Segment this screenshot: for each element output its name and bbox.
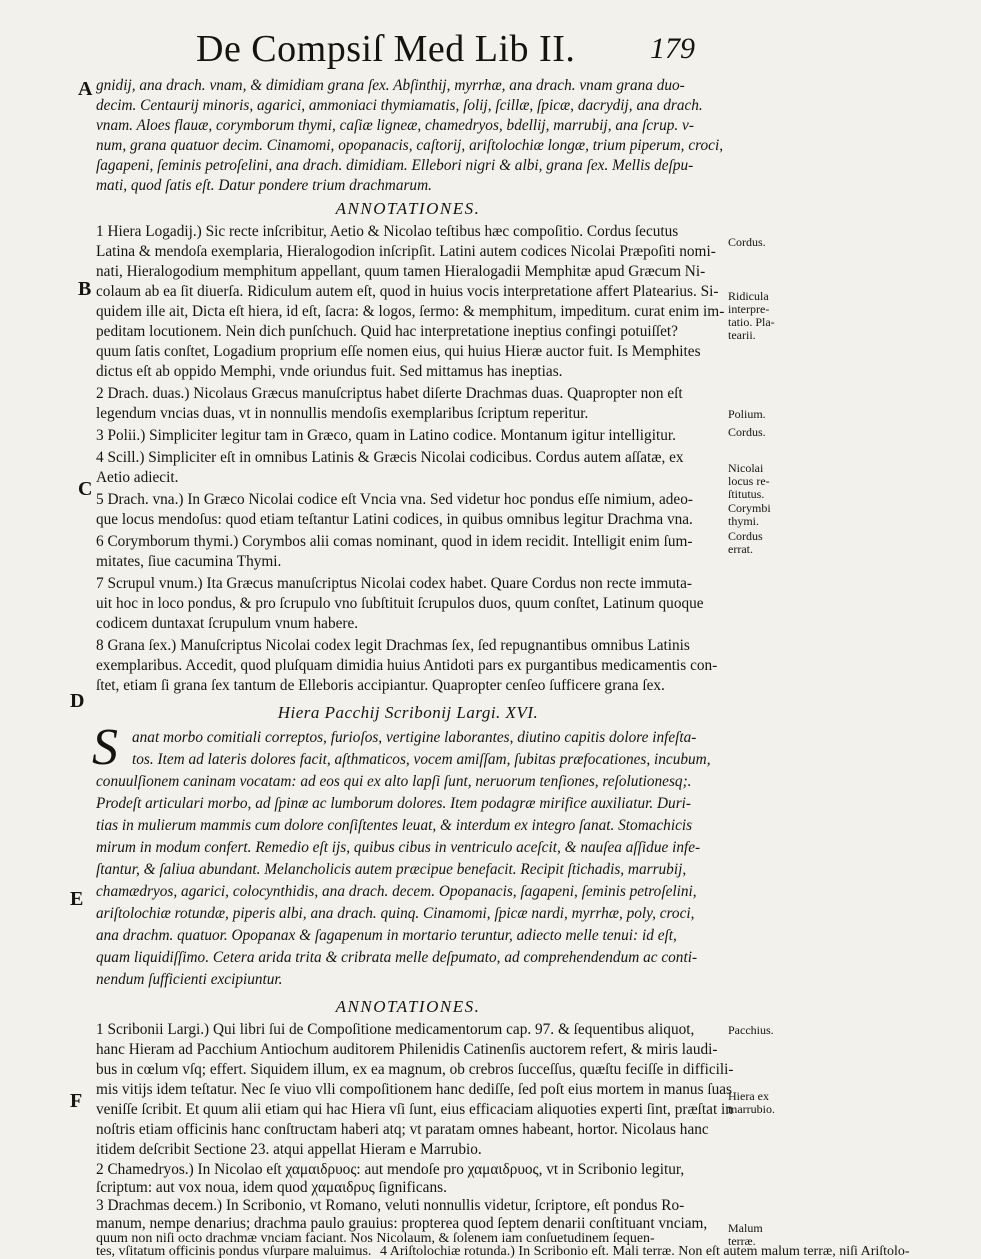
side-note: Ridicula interpre- tatio. Pla- tearii. <box>728 289 775 342</box>
annotation-line: quidem ille ait, Dicta eſt hiera, id eſt, ſacra: & logos, ſermo: & memphitum, impeditum. curat enim im- <box>96 303 725 320</box>
annotation-line: legendum vncias duas, vt in nonnullis mendoſis exemplaribus ſcriptum reperitur. <box>96 405 589 422</box>
annotation-line: exemplaribus. Accedit, quod pluſquam dimidia huius Antidoti pars ex purgantibus medicamentis con- <box>96 657 718 674</box>
annotation-line: 6 Corymborum thymi.) Corymbos alii comas nominant, quod in idem recidit. Intelligit enim ſum- <box>96 533 693 550</box>
annotation-line: peditam locutionem. Nein dich punſchuch. Quid hac interpretatione ineptius confingi potuiſſet? <box>96 323 678 340</box>
annotation-line: Latina & mendoſa exemplaria, Hieralogodion inſcripſit. Latini autem codices Nicolai Præpoſiti nomi- <box>96 243 716 260</box>
recipe-line: decim. Centaurij minoris, agarici, ammoniaci thymiamatis, ſolij, ſcillæ, ſpicæ, dacrydij, ana drach. <box>96 97 703 114</box>
annotation-line: 4 Scill.) Simpliciter eſt in omnibus Latinis & Græcis Nicolai codicibus. Cordus autem aſſatæ, ex <box>96 449 684 466</box>
drop-cap-letter: S <box>92 719 118 776</box>
annotation-line: 2 Drach. duas.) Nicolaus Græcus manuſcriptus habet diſerte Drachmas duas. Quapropter non eſt <box>96 385 683 402</box>
annotation-line: mis vitijs idem teſtatur. Nec ſe viuo vlli compoſitionem hanc dediſſe, ſed poſt eius mortem in manus ſuas <box>96 1081 732 1098</box>
annotation-line: manum, nempe denarius; drachma paulo grauius: propterea quod ſeptem denarii conſtituant vnciam, <box>96 1215 708 1232</box>
annotation-line: tes, vſitatum officinis pondus vſurpare maluimus. <box>96 1244 372 1259</box>
annotation-line: itidem deſcribit Sectione 23. atqui appellat Hieram e Marrubio. <box>96 1141 482 1158</box>
recipe-line: anat morbo comitiali correptos, furioſos, vertigine laborantes, diutino capitis dolore infeſta- <box>132 729 697 746</box>
recipe-line: conuulſionem caninam vocatam: ad eos qui ex alto lapſi ſunt, neruorum tenſiones, reſolutionesq;. <box>96 773 692 790</box>
annotation-line: que locus mendoſus: quod etiam teſtantur Latini codices, in quibus omnibus legitur Drachma vna. <box>96 511 693 528</box>
annotation-line: 1 Hiera Logadij.) Sic recte inſcribitur, Aetio & Nicolao teſtibus hæc compoſitio. Cordus ſecutus <box>96 223 679 240</box>
annotation-line: mitates, ſiue cacumina Thymi. <box>96 553 282 570</box>
recipe-line: mati, quod ſatis eſt. Datur pondere trium drachmarum. <box>96 177 432 194</box>
annotation-line: bus in cœlum vſq; effert. Siquidem illum, ex ea magnum, ob crebros ſucceſſus, quæſtu feciſſe in difficili- <box>96 1061 734 1078</box>
annotation-line: 4 Ariſtolochiæ rotunda.) In Scribonio eſt. Mali terræ. Non eſt autem malum terræ, niſi Ariſtolo- <box>380 1244 910 1259</box>
recipe-line: quam liquidiſſimo. Cetera arida trita & cribrata melle deſpumato, ad comprehendendum ac conti- <box>96 949 698 966</box>
annotation-line: 3 Polii.) Simpliciter legitur tam in Græco, quam in Latino codice. Montanum igitur intelligitur. <box>96 427 676 444</box>
margin-letter-f: F <box>70 1090 83 1112</box>
side-note: Cordus errat. <box>728 529 763 556</box>
annotation-line: 8 Grana ſex.) Manuſcriptus Nicolai codex legit Drachmas ſex, ſed repugnantibus omnibus Latinis <box>96 637 690 654</box>
recipe-line: mirum in modum confert. Remedio eſt ijs, quibus cibus in ventriculo aceſcit, & nauſea aſſidue infe- <box>96 839 701 856</box>
recipe-line: ſagapeni, ſeminis petroſelini, ana drach. dimidiam. Ellebori nigri & albi, grana ſex. Mellis deſpu- <box>96 157 694 174</box>
page-header <box>0 26 800 76</box>
annotation-line: Aetio adiecit. <box>96 469 179 486</box>
recipe-line: gnidij, ana drach. vnam, & dimidiam grana ſex. Abſinthij, myrrhæ, ana drach. vnam grana duo- <box>96 77 685 94</box>
annotation-line: 2 Chamedryos.) In Nicolao eſt χαμαιδρυος: aut mendoſe pro χαμαιδρυος, vt in Scribonio legitur, <box>96 1161 685 1178</box>
recipe-line: ſtantur, & ſaliua abundant. Melancholicis autem præcipue benefacit. Recipit ſtichadis, marrubij, <box>96 861 687 878</box>
recipe-line: ariſtolochiæ rotundæ, piperis albi, ana drach. quinq. Cinamomi, ſpicæ nardi, myrrhæ, poly, croci, <box>96 905 695 922</box>
margin-letter-a: A <box>78 78 93 100</box>
margin-letter-b: B <box>78 278 92 300</box>
recipe-title: Hiera Pacchij Scribonij Largi. XVI. <box>277 703 539 722</box>
recipe-line: vnam. Aloes flauæ, corymborum thymi, caſiæ ligneæ, chamedryos, bdellij, marrubij, ana ſcrup. v- <box>96 117 694 134</box>
annotation-line: colaum ab ea ſit diuerſa. Ridiculum autem eſt, quod in huius vocis interpretatione affert Platearius. Si- <box>96 283 719 300</box>
side-note: Nicolai locus re- ſtitutus. <box>728 461 770 501</box>
recipe-line: num, grana quatuor decim. Cinamomi, opopanacis, caſtorij, ariſtolochiæ longæ, trium piperum, croci, <box>96 137 724 154</box>
side-note: Malum terræ. <box>728 1221 763 1248</box>
annotation-line: veniſſe ſcribit. Et quum alii etiam qui hac Hiera vſi ſunt, eius efficaciam aliquoties experti ſint, præſtat in <box>96 1101 733 1118</box>
annotation-line: 5 Drach. vna.) In Græco Nicolai codice eſt Vncia vna. Sed videtur hoc pondus eſſe nimium, adeo- <box>96 491 693 508</box>
annotation-line: dictus eſt ab oppido Memphi, vnde oriundus fuit. Sed mittamus has ineptias. <box>96 363 563 380</box>
side-note: Cordus. <box>728 235 766 249</box>
annotation-line: nati, Hieralogodium memphitum appellant, quum tamen Hieralogadii Memphitæ apud Græcum Ni- <box>96 263 706 280</box>
annotation-line: 3 Drachmas decem.) In Scribonio, vt Romano, veluti nonnullis videtur, ſcriptore, eſt pondus Ro- <box>96 1197 685 1214</box>
annotation-line: quum ſatis conſtet, Logadium proprium eſſe nomen eius, qui huius Hieræ auctor fuit. Is Memphites <box>96 343 701 360</box>
side-note: Hiera ex marrubio. <box>728 1089 775 1116</box>
recipe-line: nendum ſufficienti excipiuntur. <box>96 971 283 988</box>
recipe-line: tias in mulierum mammis cum dolore conſiſtentes leuat, & interdum ex integro ſanat. Stomachicis <box>96 817 693 834</box>
annotation-line: 1 Scribonii Largi.) Qui libri ſui de Compoſitione medicamentorum cap. 97. & ſequentibus aliquot, <box>96 1021 695 1038</box>
side-note: Cordus. <box>728 425 766 439</box>
recipe-line: chamædryos, agarici, colocynthidis, ana drach. decem. Opopanacis, ſagapeni, ſeminis petroſelini, <box>96 883 697 900</box>
recipe-line: Prodeſt articulari morbo, ad ſpinæ ac lumborum dolores. Item podagræ mirifice auxiliatur. Duri- <box>96 795 692 812</box>
annotation-line: hanc Hieram ad Pacchium Antiochum auditorem Philenidis Catinenſis auctorem refert, & miris laudi- <box>96 1041 718 1058</box>
annotation-line: ſcriptum: aut vox noua, idem quod χαμαιδρυς ſignificans. <box>96 1179 447 1196</box>
side-note: Pacchius. <box>728 1023 774 1037</box>
recipe-line: ana drachm. quatuor. Opopanax & ſagapenum in mortario teruntur, adiecto melle tenui: id eſt, <box>96 927 677 944</box>
margin-letter-e: E <box>70 888 84 910</box>
margin-letter-c: C <box>78 478 93 500</box>
annotation-line: codicem duntaxat ſcrupulum vnum habere. <box>96 615 359 632</box>
side-note: Corymbi thymi. <box>728 501 771 528</box>
side-note: Polium. <box>728 407 766 421</box>
annotation-line: uit hoc in loco pondus, & pro ſcrupulo vno ſubſtituit ſcrupulos duos, quum conſtet, Latinum quoque <box>96 595 704 612</box>
annotation-line: quum non niſi octo drachmæ vnciam faciant. Nos Nicolaum, & ſolenem iam conſuetudinem ſequen- <box>96 1231 655 1246</box>
annotations-heading: ANNOTATIONES. <box>335 199 481 218</box>
margin-letter-d: D <box>70 690 85 712</box>
annotation-line: 7 Scrupul vnum.) Ita Græcus manuſcriptus Nicolai codex habet. Quare Cordus non recte immuta- <box>96 575 692 592</box>
annotations-heading: ANNOTATIONES. <box>335 997 481 1016</box>
running-title: De Compsiſ Med Lib II. <box>196 28 576 70</box>
page-number: 179 <box>650 32 695 65</box>
annotation-line: noſtris etiam officinis hanc conſtructam haberi atq; vt paratam omnes habeant, hortor. Nicolaus hanc <box>96 1121 709 1138</box>
annotation-line: ſtet, etiam ſi grana ſex tantum de Elleboris accipiantur. Quapropter cenſeo ſufficere grana ſex. <box>96 677 665 694</box>
recipe-line: tos. Item ad lateris dolores facit, aſthmaticos, vocem amiſſam, ſubitas præfocationes, incubum, <box>132 751 711 768</box>
